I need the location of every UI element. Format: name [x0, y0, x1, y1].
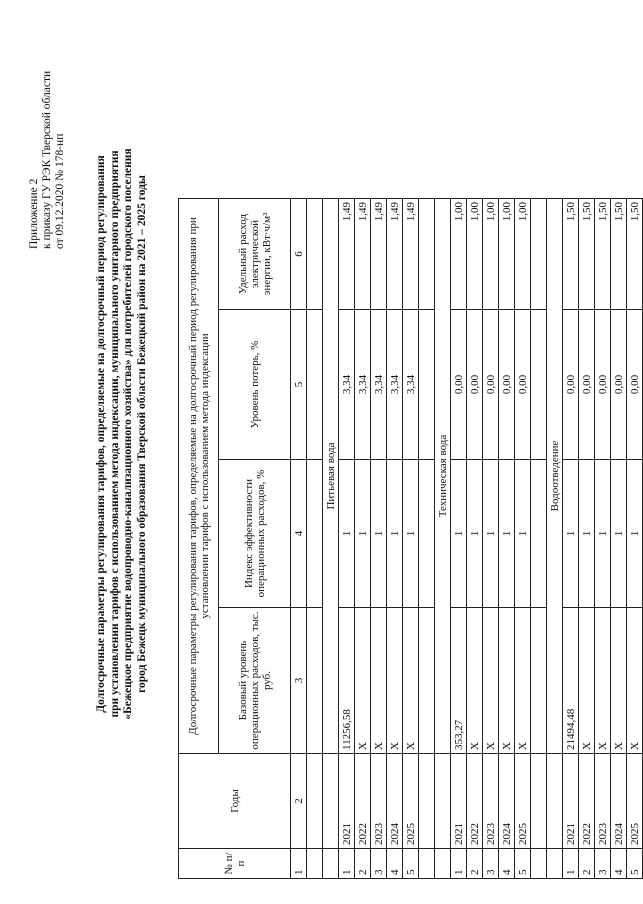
loss-level-cell: 0,00 — [563, 310, 579, 460]
energy-consumption-cell: 1,50 — [579, 199, 595, 310]
base-opex-cell: 21494,48 — [563, 608, 579, 754]
base-opex-cell: X — [579, 608, 595, 754]
column-number-cell: 5 — [291, 310, 307, 460]
loss-level-cell: 0,00 — [467, 310, 483, 460]
section-header-row — [435, 199, 451, 879]
section-blank-cell — [323, 754, 339, 849]
loss-level-cell: 3,34 — [355, 310, 371, 460]
section-blank-cell — [435, 754, 451, 849]
base-opex-cell: X — [467, 608, 483, 754]
section-spacer-row — [531, 199, 547, 879]
year-cell: 2025 — [515, 754, 531, 849]
year-cell: 2023 — [595, 754, 611, 849]
base-opex-cell: X — [499, 608, 515, 754]
document-title — [95, 114, 149, 754]
row-number-cell: 1 — [451, 849, 467, 879]
base-opex-cell: X — [403, 608, 419, 754]
table-row — [467, 199, 483, 879]
energy-consumption-cell: 1,49 — [403, 199, 419, 310]
year-cell: 2024 — [499, 754, 515, 849]
energy-consumption-cell: 1,50 — [563, 199, 579, 310]
energy-consumption-cell: 1,00 — [467, 199, 483, 310]
section-name: Техническая вода — [435, 199, 451, 754]
energy-consumption-cell: 1,00 — [483, 199, 499, 310]
row-number-cell: 4 — [611, 849, 627, 879]
section-blank-cell — [547, 849, 563, 879]
base-opex-cell: X — [483, 608, 499, 754]
column-number-cell: 6 — [291, 199, 307, 310]
energy-consumption-cell: 1,00 — [451, 199, 467, 310]
row-number-cell: 2 — [467, 849, 483, 879]
title-line-3: «Бежецкое предприятие водопроводно-канализационного хозяйства» для потребителей городского поселения — [122, 148, 134, 720]
table-row — [611, 199, 627, 879]
loss-level-cell: 0,00 — [595, 310, 611, 460]
row-number-cell: 2 — [355, 849, 371, 879]
year-cell: 2025 — [403, 754, 419, 849]
section-blank-cell — [547, 754, 563, 849]
year-cell: 2021 — [563, 754, 579, 849]
year-cell: 2025 — [627, 754, 643, 849]
row-number-cell: 1 — [339, 849, 355, 879]
row-number-cell: 3 — [371, 849, 387, 879]
year-cell: 2021 — [339, 754, 355, 849]
efficiency-index-cell: 1 — [499, 460, 515, 608]
spacer-cell — [307, 460, 323, 608]
row-number-cell: 4 — [499, 849, 515, 879]
energy-consumption-cell: 1,00 — [499, 199, 515, 310]
table-row — [339, 199, 355, 879]
spacer-cell — [419, 199, 435, 310]
title-line-4: город Бежецк муниципального образования Тверской области Бежецкий район на 2021 – 2025 годы — [135, 175, 148, 693]
base-opex-cell: X — [595, 608, 611, 754]
title-line-1: Долгосрочные параметры регулирования тарифов, определяемые на долгосрочный период регулирования — [95, 155, 107, 713]
spacer-cell — [531, 460, 547, 608]
table-row — [371, 199, 387, 879]
loss-level-cell: 3,34 — [403, 310, 419, 460]
efficiency-index-cell: 1 — [563, 460, 579, 608]
table-row — [451, 199, 467, 879]
efficiency-index-cell: 1 — [403, 460, 419, 608]
row-number-cell: 2 — [579, 849, 595, 879]
loss-level-cell: 3,34 — [387, 310, 403, 460]
column-number-cell: 4 — [291, 460, 307, 608]
spacer-cell — [307, 310, 323, 460]
spacer-cell — [531, 608, 547, 754]
efficiency-index-cell: 1 — [371, 460, 387, 608]
row-number-cell: 5 — [403, 849, 419, 879]
efficiency-index-cell: 1 — [339, 460, 355, 608]
spacer-cell — [307, 608, 323, 754]
loss-level-cell: 0,00 — [611, 310, 627, 460]
energy-consumption-cell: 1,49 — [371, 199, 387, 310]
year-cell: 2022 — [579, 754, 595, 849]
spacer-cell — [531, 310, 547, 460]
spacer-cell — [307, 199, 323, 310]
efficiency-index-cell: 1 — [451, 460, 467, 608]
header-loss-level: Уровень потерь, % — [219, 310, 291, 460]
energy-consumption-cell: 1,00 — [515, 199, 531, 310]
spacer-cell — [307, 754, 323, 849]
tariff-parameters-table — [178, 198, 643, 879]
spacer-cell — [419, 754, 435, 849]
base-opex-cell: X — [387, 608, 403, 754]
energy-consumption-cell: 1,49 — [339, 199, 355, 310]
table-row — [483, 199, 499, 879]
efficiency-index-cell: 1 — [483, 460, 499, 608]
row-number-cell: 1 — [563, 849, 579, 879]
table-row — [387, 199, 403, 879]
column-number-cell: 2 — [291, 754, 307, 849]
annex-order-date: от 09.12.2020 № 178-нп — [54, 133, 66, 249]
base-opex-cell: X — [627, 608, 643, 754]
loss-level-cell: 0,00 — [483, 310, 499, 460]
spacer-cell — [419, 460, 435, 608]
loss-level-cell: 3,34 — [371, 310, 387, 460]
section-blank-cell — [435, 849, 451, 879]
title-line-2: при установлении тарифов с использованием метода индексации, муниципального унитарного предприятия — [108, 150, 121, 718]
energy-consumption-cell: 1,49 — [355, 199, 371, 310]
row-number-cell: 5 — [515, 849, 531, 879]
spacer-cell — [531, 849, 547, 879]
column-number-cell: 3 — [291, 608, 307, 754]
loss-level-cell: 0,00 — [579, 310, 595, 460]
spacer-cell — [307, 849, 323, 879]
energy-consumption-cell: 1,49 — [387, 199, 403, 310]
section-spacer-row — [307, 199, 323, 879]
annex-order-ref: к приказу ГУ РЭК Тверской области — [41, 70, 53, 249]
header-num: № п/п — [179, 849, 291, 879]
base-opex-cell: 353,27 — [451, 608, 467, 754]
header-efficiency-index: Индекс эффективности операционных расходов, % — [219, 460, 291, 608]
spacer-cell — [531, 199, 547, 310]
energy-consumption-cell: 1,50 — [627, 199, 643, 310]
year-cell: 2023 — [371, 754, 387, 849]
efficiency-index-cell: 1 — [595, 460, 611, 608]
base-opex-cell: X — [515, 608, 531, 754]
base-opex-cell: X — [611, 608, 627, 754]
section-blank-cell — [323, 849, 339, 879]
spacer-cell — [419, 608, 435, 754]
efficiency-index-cell: 1 — [387, 460, 403, 608]
efficiency-index-cell: 1 — [611, 460, 627, 608]
year-cell: 2021 — [451, 754, 467, 849]
spacer-cell — [419, 849, 435, 879]
efficiency-index-cell: 1 — [467, 460, 483, 608]
base-opex-cell: X — [371, 608, 387, 754]
efficiency-index-cell: 1 — [355, 460, 371, 608]
table-row — [403, 199, 419, 879]
year-cell: 2022 — [467, 754, 483, 849]
table-body — [291, 199, 643, 879]
table-row — [563, 199, 579, 879]
header-base-opex: Базовый уровень операционных расходов, тыс. руб. — [219, 608, 291, 754]
table-row — [627, 199, 643, 879]
column-number-row — [291, 199, 307, 879]
loss-level-cell: 0,00 — [451, 310, 467, 460]
section-name: Водоотведение — [547, 199, 563, 754]
table-row — [355, 199, 371, 879]
energy-consumption-cell: 1,50 — [611, 199, 627, 310]
efficiency-index-cell: 1 — [515, 460, 531, 608]
row-number-cell: 3 — [595, 849, 611, 879]
section-header-row — [547, 199, 563, 879]
header-years: Годы — [179, 754, 291, 849]
efficiency-index-cell: 1 — [579, 460, 595, 608]
row-number-cell: 5 — [627, 849, 643, 879]
column-number-cell: 1 — [291, 849, 307, 879]
header-energy-consumption: Удельный расход электрической энергии, кВт·ч/м³ — [219, 199, 291, 310]
header-group: Долгосрочные параметры регулирования тарифов, определяемые на долгосрочный период регулирования при установлении тарифов с использованием метода индексации — [179, 199, 219, 754]
year-cell: 2024 — [387, 754, 403, 849]
energy-consumption-cell: 1,50 — [595, 199, 611, 310]
row-number-cell: 3 — [483, 849, 499, 879]
spacer-cell — [531, 754, 547, 849]
table-row — [595, 199, 611, 879]
table-row — [515, 199, 531, 879]
base-opex-cell: X — [355, 608, 371, 754]
table-row — [499, 199, 515, 879]
annex-header — [28, 17, 67, 249]
loss-level-cell: 3,34 — [339, 310, 355, 460]
loss-level-cell: 0,00 — [515, 310, 531, 460]
year-cell: 2023 — [483, 754, 499, 849]
base-opex-cell: 11256,58 — [339, 608, 355, 754]
section-name: Питьевая вода — [323, 199, 339, 754]
year-cell: 2024 — [611, 754, 627, 849]
section-header-row — [323, 199, 339, 879]
table-row — [579, 199, 595, 879]
annex-title: Приложение 2 — [28, 178, 40, 249]
loss-level-cell: 0,00 — [627, 310, 643, 460]
spacer-cell — [419, 310, 435, 460]
loss-level-cell: 0,00 — [499, 310, 515, 460]
row-number-cell: 4 — [387, 849, 403, 879]
year-cell: 2022 — [355, 754, 371, 849]
section-spacer-row — [419, 199, 435, 879]
efficiency-index-cell: 1 — [627, 460, 643, 608]
